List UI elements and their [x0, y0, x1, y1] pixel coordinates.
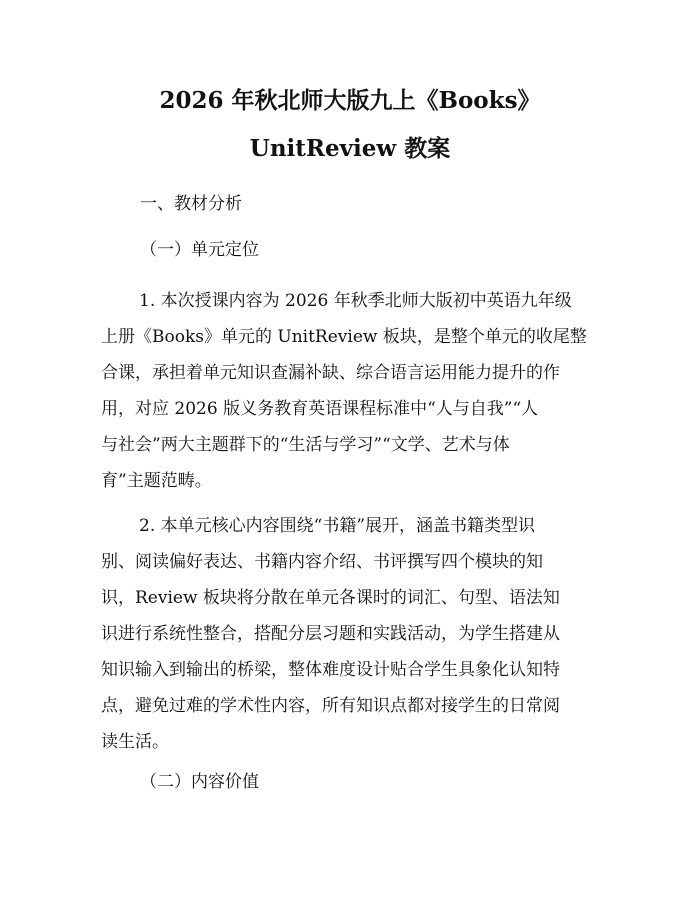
- paragraph-line: 点，避免过难的学术性内容，所有知识点都对接学生的日常阅: [101, 696, 560, 716]
- paragraph-line: 育”主题范畴。: [101, 471, 212, 491]
- document-title-line-1: 2026 年秋北师大版九上《Books》: [159, 87, 541, 114]
- subsection-heading-content-value: （二）内容价值: [140, 772, 259, 792]
- section-heading-textbook-analysis: 一、教材分析: [140, 194, 242, 214]
- paragraph-line: 2. 本单元核心内容围绕“书籍”展开，涵盖书籍类型识: [139, 516, 536, 536]
- subsection-heading-unit-positioning: （一）单元定位: [140, 240, 259, 260]
- paragraph-line: 识进行系统性整合，搭配分层习题和实践活动，为学生搭建从: [101, 624, 560, 644]
- paragraph-line: 用，对应 2026 版义务教育英语课程标准中“人与自我”“人: [101, 399, 539, 419]
- document-title-line-2: UnitReview 教案: [249, 135, 451, 162]
- paragraph-line: 读生活。: [101, 732, 169, 752]
- paragraph-unit-positioning: [101, 283, 605, 499]
- paragraph-line: 别、阅读偏好表达、书籍内容介绍、书评撰写四个模块的知: [101, 552, 543, 572]
- paragraph-line: 上册《Books》单元的 UnitReview 板块，是整个单元的收尾整: [101, 327, 587, 347]
- paragraph-unit-core-content: [101, 508, 605, 760]
- paragraph-line: 识，Review 板块将分散在单元各课时的词汇、句型、语法知: [101, 588, 560, 608]
- paragraph-line: 合课，承担着单元知识查漏补缺、综合语言运用能力提升的作: [101, 363, 560, 383]
- paragraph-line: 与社会”两大主题群下的“生活与学习”“文学、艺术与体: [101, 435, 510, 455]
- paragraph-line: 1. 本次授课内容为 2026 年秋季北师大版初中英语九年级: [139, 291, 572, 311]
- paragraph-line: 知识输入到输出的桥梁，整体难度设计贴合学生具象化认知特: [101, 660, 560, 680]
